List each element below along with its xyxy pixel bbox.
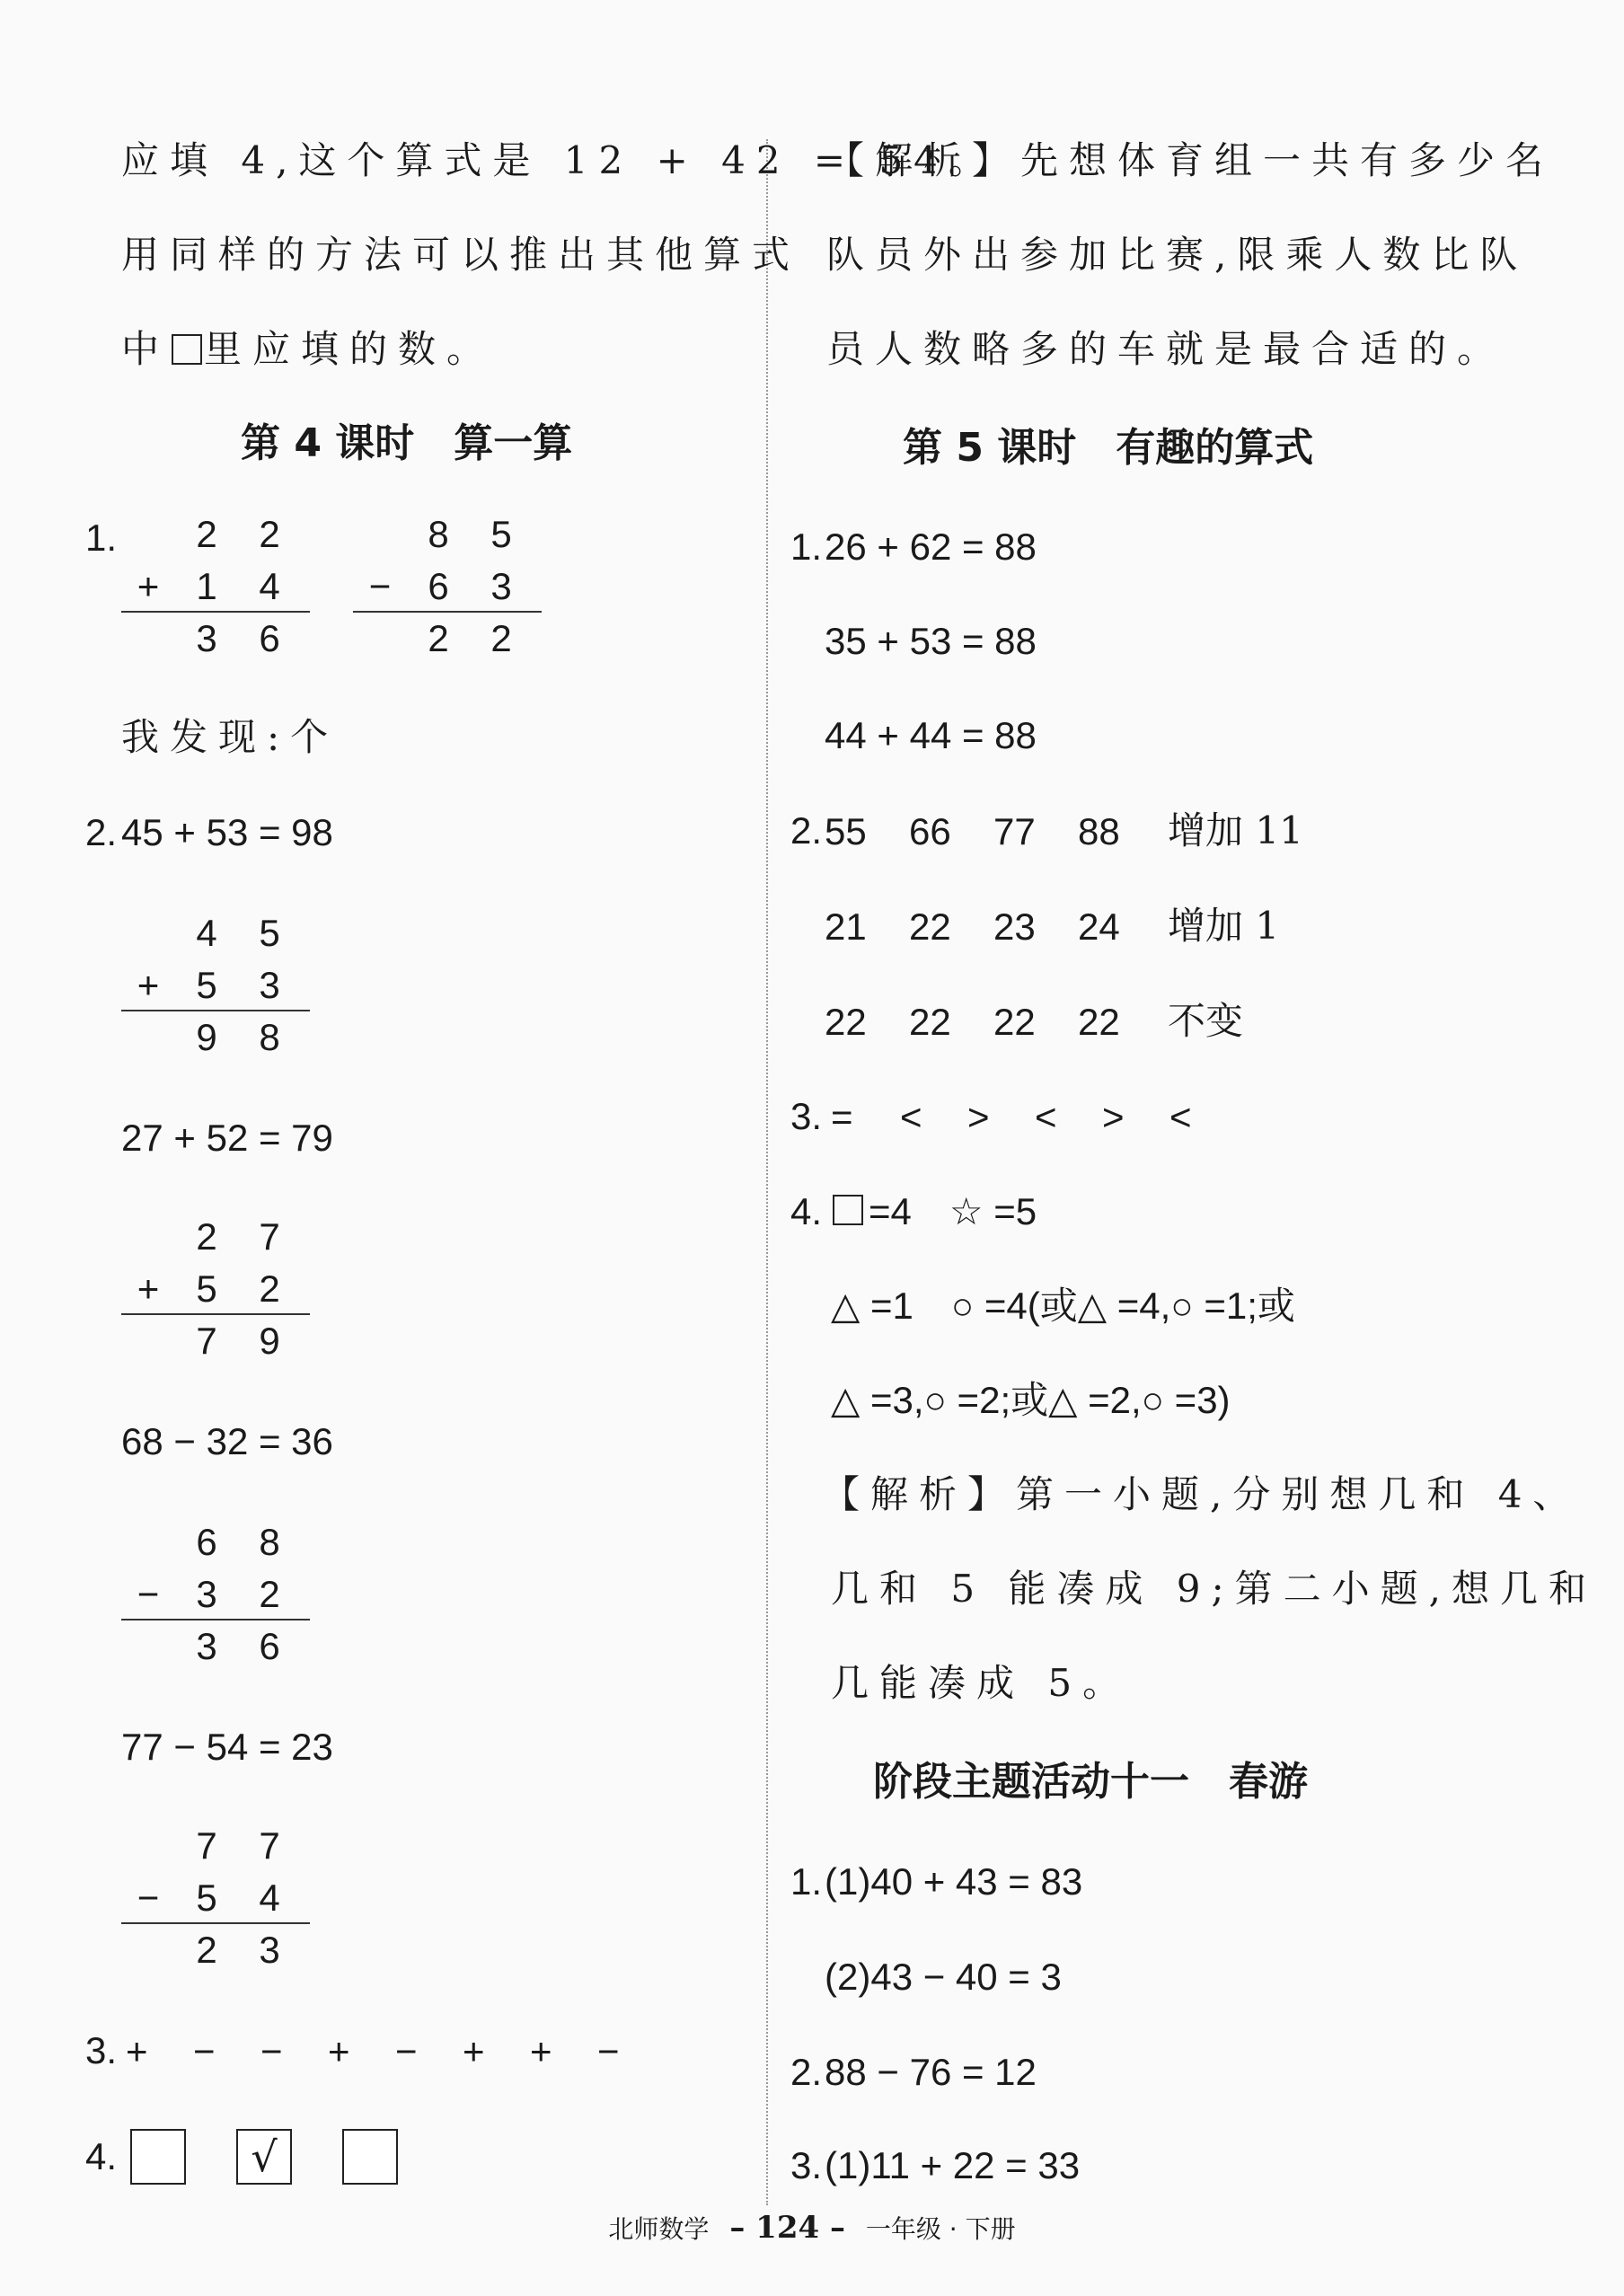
s2-eq: 88 − 76 = 12 [825,2051,1037,2093]
r-q1-line-1: 26 + 62 = 88 [825,525,1037,568]
answer-box-1 [130,2129,186,2185]
q1-number: 1. [85,517,118,559]
sum-line [121,1313,310,1315]
vertical-68-32: 6 8 − 3 2 3 6 [137,1521,280,1667]
r-q2-val: 22 [909,1001,951,1043]
r-q4-line-1: =4 ☆ =5 [869,1190,1037,1232]
q2-number: 2. [85,811,118,853]
difference-line [121,1922,310,1924]
page-footer [0,2210,1624,2246]
q2-eq-3: 68 − 32 = 36 [121,1420,333,1462]
r-q2-val: 88 [1078,810,1120,852]
sign: − [597,2030,620,2072]
difference-line [121,1619,310,1620]
r-q2-val: 66 [909,810,951,852]
analysis2-line-1: 【解析】第一小题,分别想几和 4、 [822,1472,1582,1516]
compare-sign: < [1035,1096,1057,1138]
r-q2-val: 21 [825,905,867,948]
r-q2-val: 22 [993,1001,1036,1043]
r-q2-val: 23 [993,905,1036,948]
s1-line-2: (2)43 − 40 = 3 [825,1956,1062,1998]
vertical-27-52: 2 7 + 5 2 7 9 [137,1215,280,1362]
vertical-77-54: 7 7 − 5 4 2 3 [137,1824,280,1971]
q1-note: 我发现:个 [121,715,340,759]
section-heading-lesson4: 第 4 课时 算一算 [241,420,573,466]
r-q2-val: 55 [825,810,867,852]
analysis-line-2: 队员外出参加比赛,限乘人数比队 [826,233,1529,277]
s3-number: 3. [790,2144,823,2186]
r-q2-val: 77 [993,810,1036,852]
q2-eq-2: 27 + 52 = 79 [121,1117,333,1159]
sign: − [260,2030,283,2072]
r-q4-line-3: △ =3,○ =2;或△ =2,○ =3) [831,1379,1231,1421]
r-q2-number: 2. [790,809,823,852]
sign: + [530,2030,552,2072]
q2-eq-4: 77 − 54 = 23 [121,1726,333,1768]
r-q3-number: 3. [790,1095,823,1137]
r-q2-note: 不变 [1168,999,1244,1043]
square-symbol-icon [833,1195,863,1225]
q3-number: 3. [85,2029,118,2071]
compare-sign: < [1169,1096,1192,1138]
analysis-line-3: 员人数略多的车就是最合适的。 [826,327,1506,371]
sign: − [395,2030,418,2072]
footer-grade: 一年级 · 下册 [865,2214,1016,2244]
answer-box-3 [342,2129,398,2185]
difference-line [353,611,542,613]
section-heading-activity11: 阶段主题活动十一 春游 [873,1759,1308,1805]
compare-sign: = [831,1096,853,1138]
intro-line-1: 应填 4,这个算式是 12 + 42 = 54。 [121,138,997,182]
intro-line-2: 用同样的方法可以推出其他算式 [121,233,801,277]
analysis2-line-2: 几和 5 能凑成 9;第二小题,想几和 [831,1567,1597,1611]
footer-page-number: – 124 – [729,2210,845,2246]
q2-eq-1: 45 + 53 = 98 [121,811,333,853]
s1-line-1: (1)40 + 43 = 83 [825,1860,1083,1903]
r-q2-val: 22 [1078,1001,1120,1043]
intro-line-3: 中 里应填的数。 [121,327,496,371]
analysis2-line-3: 几能凑成 5。 [831,1661,1132,1705]
q4-number: 4. [85,2135,118,2177]
analysis-line-1: 【解析】先想体育组一共有多少名 [826,138,1555,182]
compare-sign: > [967,1096,990,1138]
sign: + [126,2030,148,2072]
blank-square-icon [172,334,202,365]
sign: + [463,2030,485,2072]
r-q2-val: 22 [909,905,951,948]
sum-line [121,611,310,613]
vertical-sub-85-63: 8 5 − 6 3 2 2 [368,513,512,659]
footer-book: 北师数学 [608,2214,710,2244]
r-q4-line-2: △ =1 ○ =4(或△ =4,○ =1;或 [831,1285,1295,1327]
r-q2-note: 增加 11 [1168,808,1303,852]
r-q4-number: 4. [790,1190,823,1232]
section-heading-lesson5: 第 5 课时 有趣的算式 [903,425,1314,471]
s2-number: 2. [790,2051,823,2093]
compare-sign: > [1102,1096,1125,1138]
r-q1-number: 1. [790,525,823,568]
sum-line [121,1010,310,1011]
r-q2-val: 24 [1078,905,1120,948]
vertical-add-22-14: 2 2 + 1 4 3 6 [137,513,280,659]
s3-eq: (1)11 + 22 = 33 [825,2144,1081,2186]
answer-box-2-checkmark-icon: √ [236,2129,292,2185]
column-divider [766,139,768,2205]
compare-sign: < [900,1096,922,1138]
sign: − [193,2030,216,2072]
r-q2-note: 增加 1 [1168,904,1280,948]
r-q2-val: 22 [825,1001,867,1043]
r-q1-line-3: 44 + 44 = 88 [825,714,1037,756]
r-q1-line-2: 35 + 53 = 88 [825,620,1037,662]
s1-number: 1. [790,1860,823,1903]
vertical-45-53: 4 5 + 5 3 9 8 [137,912,280,1058]
sign: + [328,2030,350,2072]
